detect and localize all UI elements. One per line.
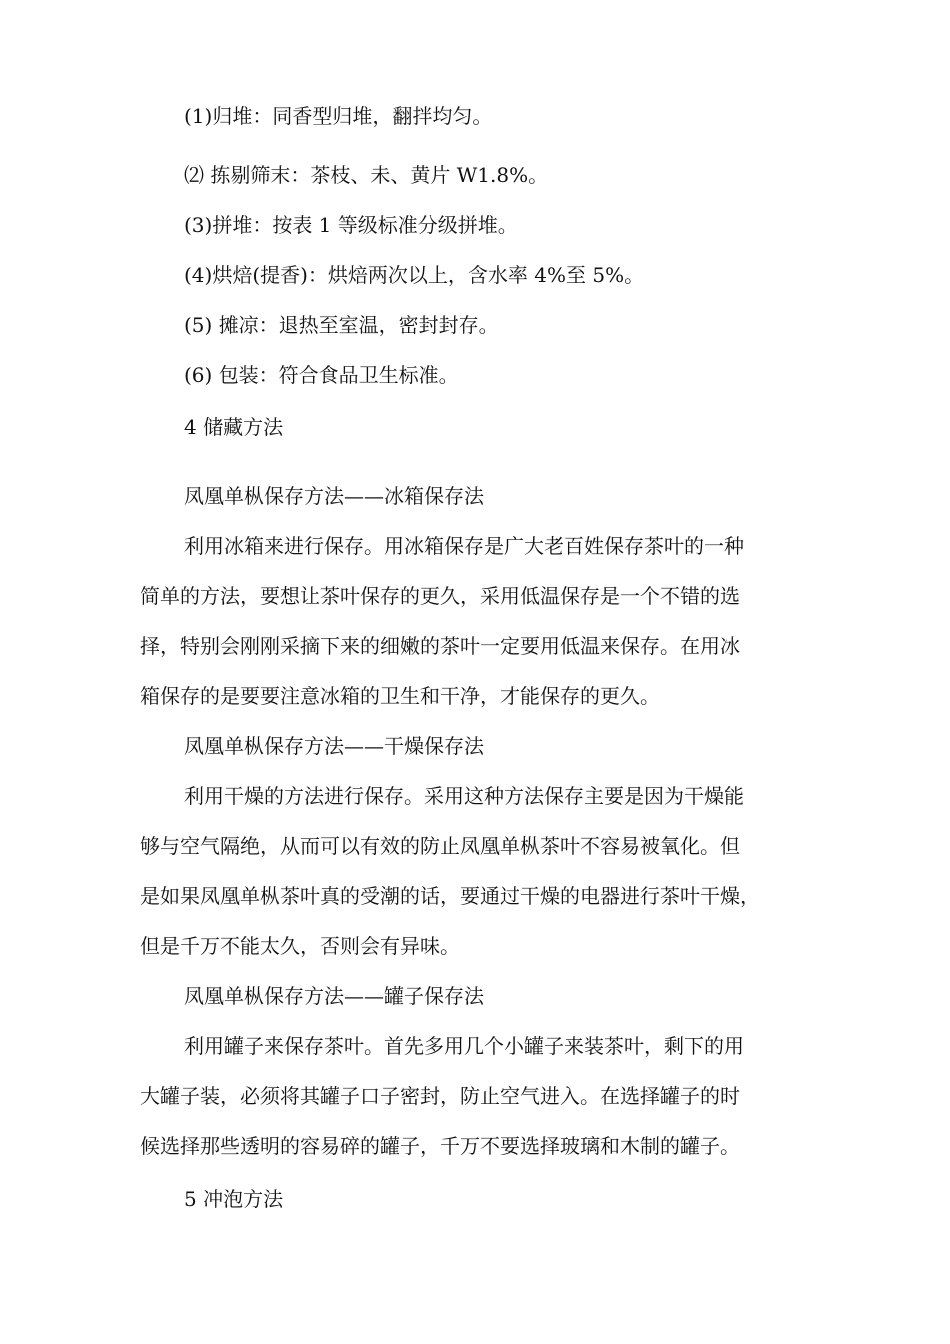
step-3: (3)拼堆：按表 1 等级标准分级拼堆。	[184, 213, 518, 237]
method-1-line-3: 择，特别会刚刚采摘下来的细嫩的茶叶一定要用低温来保存。在用冰	[140, 634, 740, 658]
method-2-line-2: 够与空气隔绝，从而可以有效的防止凤凰单枞茶叶不容易被氧化。但	[140, 834, 740, 858]
method-3-line-3: 候选择那些透明的容易碎的罐子，千万不要选择玻璃和木制的罐子。	[140, 1134, 740, 1158]
method-1-line-1: 利用冰箱来进行保存。用冰箱保存是广大老百姓保存茶叶的一种	[184, 534, 744, 558]
step-5: (5) 摊凉：退热至室温，密封封存。	[184, 313, 499, 337]
step-2: ⑵ 拣剔筛末：茶枝、未、黄片 W1.8%。	[184, 163, 549, 187]
section-5-title: 5 冲泡方法	[184, 1187, 284, 1211]
method-3-title: 凤凰单枞保存方法——罐子保存法	[184, 984, 484, 1008]
method-1-line-4: 箱保存的是要要注意冰箱的卫生和干净，才能保存的更久。	[140, 684, 660, 708]
method-2-line-3: 是如果凤凰单枞茶叶真的受潮的话，要通过干燥的电器进行茶叶干燥，	[140, 884, 760, 908]
step-6: (6) 包装：符合食品卫生标准。	[184, 363, 459, 387]
method-1-line-2: 简单的方法，要想让茶叶保存的更久，采用低温保存是一个不错的选	[140, 584, 740, 608]
method-2-title: 凤凰单枞保存方法——干燥保存法	[184, 734, 484, 758]
method-3-line-2: 大罐子装，必须将其罐子口子密封，防止空气进入。在选择罐子的时	[140, 1084, 740, 1108]
section-4-title: 4 储藏方法	[184, 415, 284, 439]
method-3-line-1: 利用罐子来保存茶叶。首先多用几个小罐子来装茶叶，剩下的用	[184, 1034, 744, 1058]
method-2-line-4: 但是千万不能太久，否则会有异味。	[140, 934, 460, 958]
method-1-title: 凤凰单枞保存方法——冰箱保存法	[184, 484, 484, 508]
method-2-line-1: 利用干燥的方法进行保存。采用这种方法保存主要是因为干燥能	[184, 784, 744, 808]
step-4: (4)烘焙(提香)：烘焙两次以上，含水率 4%至 5%。	[184, 263, 645, 287]
step-1: (1)归堆：同香型归堆，翻拌均匀。	[184, 104, 493, 128]
